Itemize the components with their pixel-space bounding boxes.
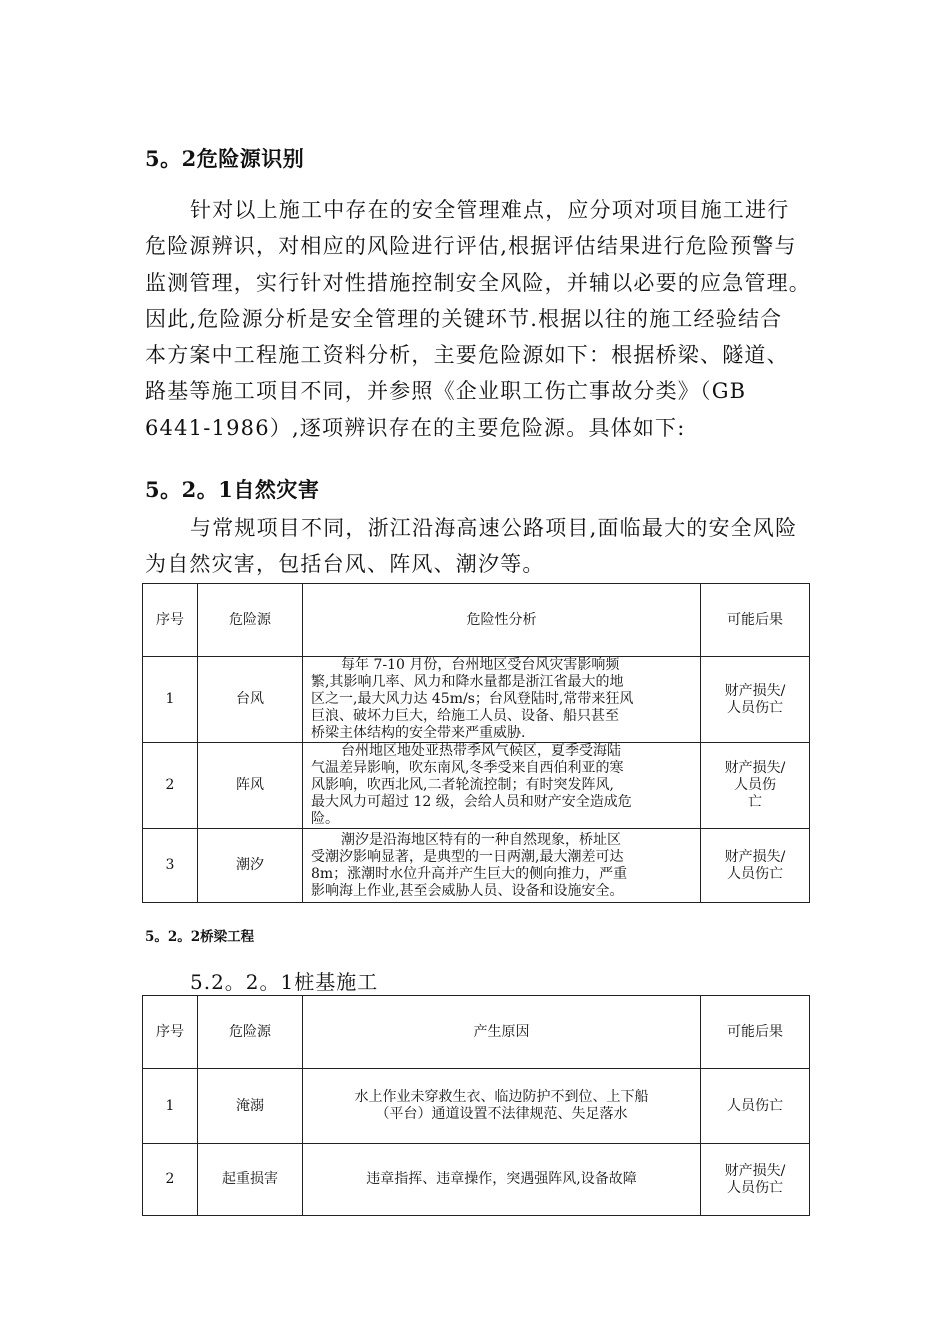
analysis-line: 繁,其影响几率、风力和降水量都是浙江省最大的地 bbox=[311, 674, 624, 690]
consequence-line: 亡 bbox=[748, 794, 762, 810]
analysis-line: 每年 7-10 月份，台州地区受台风灾害影响频 bbox=[341, 657, 620, 673]
intro-line: 因此,危险源分析是安全管理的关键环节.根据以往的施工经验结合 bbox=[145, 306, 783, 331]
row-consequence bbox=[701, 743, 810, 829]
section-heading-5-2-2: 5。2。2桥梁工程 bbox=[145, 929, 255, 945]
analysis-line: 台州地区地处亚热带季风气候区，夏季受海陆 bbox=[341, 743, 621, 759]
analysis-line: 险。 bbox=[311, 811, 339, 827]
table-row bbox=[143, 1144, 810, 1216]
row-source: 阵风 bbox=[198, 743, 303, 829]
row-analysis bbox=[303, 829, 701, 903]
intro-paragraph bbox=[145, 192, 813, 446]
intro-line: 本方案中工程施工资料分析，主要危险源如下：根据桥梁、隧道、 bbox=[145, 343, 789, 368]
header-source: 危险源 bbox=[198, 996, 303, 1069]
header-no: 序号 bbox=[143, 996, 198, 1069]
row-no: 3 bbox=[143, 829, 198, 903]
section-heading-5-2: 5。2危险源识别 bbox=[145, 146, 305, 171]
header-no: 序号 bbox=[143, 584, 198, 657]
analysis-line: 最大风力可超过 12 级，会给人员和财产安全造成危 bbox=[311, 794, 632, 810]
paragraph-line: 与常规项目不同，浙江沿海高速公路项目,面临最大的安全风险 bbox=[190, 516, 798, 540]
analysis-line: 桥梁主体结构的安全带来严重威胁. bbox=[311, 725, 526, 741]
table-header-row bbox=[143, 996, 810, 1069]
analysis-line: 风影响，吹西北风,二者轮流控制；有时突发阵风, bbox=[311, 777, 614, 793]
analysis-line: 气温差异影响，吹东南风,冬季受来自西伯利亚的寒 bbox=[311, 760, 624, 776]
consequence-line: 财产损失/ bbox=[724, 682, 786, 699]
header-consequence: 可能后果 bbox=[701, 584, 810, 657]
consequence-line: 人员伤 bbox=[734, 777, 776, 793]
intro-line: 危险源辨识，对相应的风险进行评估,根据评估结果进行危险预警与 bbox=[145, 234, 797, 259]
intro-line: 路基等施工项目不同，并参照《企业职工伤亡事故分类》（GB bbox=[145, 379, 747, 404]
row-source: 起重损害 bbox=[198, 1144, 303, 1216]
pile-foundation-table bbox=[142, 995, 810, 1216]
row-analysis bbox=[303, 657, 701, 743]
intro-line: 针对以上施工中存在的安全管理难点，应分项对项目施工进行 bbox=[190, 198, 790, 222]
consequence-line: 财产损失/ bbox=[724, 760, 786, 776]
section-heading-5-2-1: 5。2。1自然灾害 bbox=[145, 477, 320, 502]
consequence-line: 人员伤亡 bbox=[727, 1097, 783, 1114]
consequence-line: 人员伤亡 bbox=[727, 1179, 783, 1196]
consequence-line: 人员伤亡 bbox=[727, 699, 783, 716]
header-analysis: 危险性分析 bbox=[303, 584, 701, 657]
row-source: 潮汐 bbox=[198, 829, 303, 903]
row-cause bbox=[303, 1144, 701, 1216]
row-consequence bbox=[701, 1144, 810, 1216]
paragraph-line: 为自然灾害，包括台风、阵风、潮汐等。 bbox=[145, 552, 545, 577]
row-consequence bbox=[701, 829, 810, 903]
header-cause: 产生原因 bbox=[303, 996, 701, 1069]
analysis-line: 8m；涨潮时水位升高并产生巨大的侧向推力，严重 bbox=[311, 865, 628, 882]
consequence-line: 人员伤亡 bbox=[727, 865, 783, 882]
row-no: 1 bbox=[143, 1069, 198, 1144]
row-source: 淹溺 bbox=[198, 1069, 303, 1144]
header-source: 危险源 bbox=[198, 584, 303, 657]
cause-line: （平台）通道设置不法律规范、失足落水 bbox=[375, 1106, 628, 1122]
table-row bbox=[143, 829, 810, 903]
analysis-line: 受潮汐影响显著，是典型的一日两潮,最大潮差可达 bbox=[311, 848, 624, 865]
analysis-line: 潮汐是沿海地区特有的一种自然现象，桥址区 bbox=[341, 831, 621, 848]
header-consequence: 可能后果 bbox=[701, 996, 810, 1069]
row-consequence bbox=[701, 657, 810, 743]
consequence-line: 财产损失/ bbox=[724, 1162, 786, 1179]
cause-line: 违章指挥、违章操作，突遇强阵风,设备故障 bbox=[366, 1171, 637, 1187]
section-heading-5-2-2-1: 5.2。2。1桩基施工 bbox=[190, 970, 379, 994]
table-row bbox=[143, 657, 810, 743]
intro-line: 监测管理，实行针对性措施控制安全风险，并辅以必要的应急管理。 bbox=[145, 270, 811, 295]
analysis-line: 影响海上作业,甚至会威胁人员、设备和设施安全。 bbox=[311, 882, 624, 899]
row-source: 台风 bbox=[198, 657, 303, 743]
consequence-line: 财产损失/ bbox=[724, 848, 786, 865]
row-no: 2 bbox=[143, 1144, 198, 1216]
row-consequence bbox=[701, 1069, 810, 1144]
table-row bbox=[143, 1069, 810, 1144]
natural-disaster-paragraph bbox=[145, 510, 813, 583]
row-no: 1 bbox=[143, 657, 198, 743]
row-no: 2 bbox=[143, 743, 198, 829]
table-header-row bbox=[143, 584, 810, 657]
table-row bbox=[143, 743, 810, 829]
row-analysis bbox=[303, 743, 701, 829]
row-cause bbox=[303, 1069, 701, 1144]
analysis-line: 巨浪、破坏力巨大，给施工人员、设备、船只甚至 bbox=[311, 708, 619, 724]
intro-line: 6441-1986）,逐项辨识存在的主要危险源。具体如下: bbox=[145, 415, 686, 440]
cause-line: 水上作业未穿救生衣、临边防护不到位、上下船 bbox=[354, 1089, 649, 1105]
natural-hazard-table bbox=[142, 583, 810, 903]
analysis-line: 区之一,最大风力达 45m/s；台风登陆时,常带来狂风 bbox=[311, 691, 634, 707]
